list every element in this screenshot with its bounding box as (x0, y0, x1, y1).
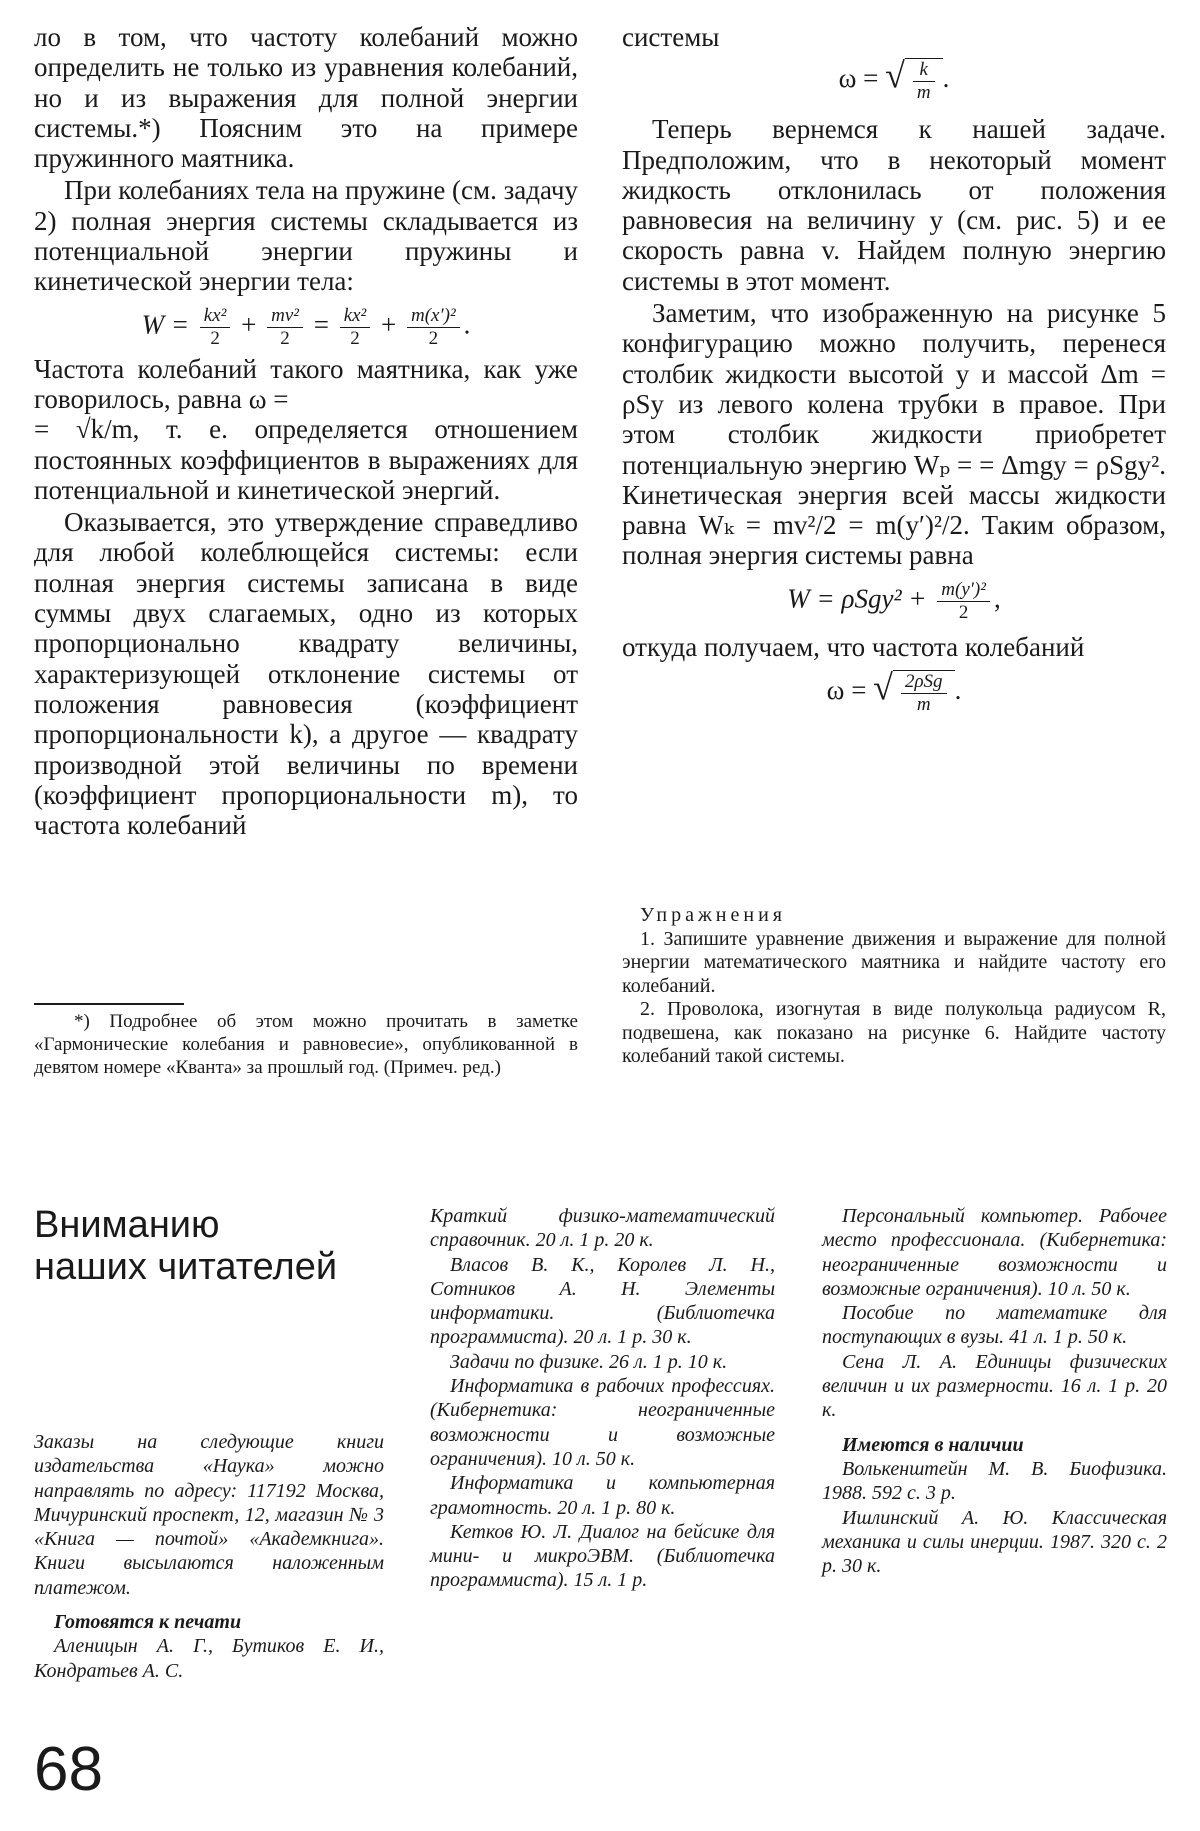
book-entry: Персональный компьютер. Рабочее место профессионала. (Кибернетика: неограниченные возможности и возможные ограничения). 10 л. 50 к. (822, 1205, 1167, 1300)
exercise-2: 2. Проволока, изогнутая в виде полукольца радиусом R, подвешена, как показано на рисунке 6. Найдите частоту колебаний такой системы. (622, 998, 1166, 1067)
book-entry: Ишлинский А. Ю. Классическая механика и силы инерции. 1987. 320 с. 2 р. 30 к. (822, 1506, 1167, 1578)
paragraph: ло в том, что частоту колебаний можно определить не только из уравнения колебаний, но и из выражения для полной энергии системы.*) Поясним это на примере пружинного маятника. (34, 22, 578, 174)
book-entry: Информатика в рабочих профессиях. (Кибернетика: неограниченные возможности и возможные ограничения). 10 л. 50 к. (430, 1375, 775, 1470)
paragraph: Оказывается, это утверждение справедливо для любой колеблющейся системы: если полная энергия системы записана в виде суммы двух слагаемых, одно из которых пропорционально квадрату величины, характеризующей отклонение системы от положения равновесия (коэффициент пропорциональности k), а другое — квадрату производной этой величины по времени (коэффициент пропорциональности m), то частота колебаний (34, 507, 578, 841)
paragraph: Заметим, что изображенную на рисунке 5 конфигурацию можно получить, перенеся столбик жидкости высотой y и массой Δm = ρSy из левого колена трубки в правое. При этом столбик жидкости приобретет потенциальную энергию Wₚ = = Δmgy = ρSgy². Кинетическая энергия всей массы жидкости равна Wₖ = mv²/2 = m(y′)²/2. Таким образом, полная энергия системы равна (622, 298, 1166, 571)
total-energy-formula: W = ρSgy² + $\frac{\text{m(y′)²}}{2}$ , (787, 578, 1001, 623)
book-entry: Сена Л. А. Единицы физических величин и их размерности. 16 л. 1 р. 20 к. (822, 1350, 1167, 1422)
page-number: 68 (34, 1735, 103, 1804)
paragraph: Теперь вернемся к нашей задаче. Предположим, что в некоторый момент жидкость отклонилась от положения равновесия на величину y (см. рис. 5) и ее скорость равна v. Найдем полную энергию системы в этот момент. (622, 114, 1166, 296)
footnote: *) Подробнее об этом можно прочитать в заметке «Гармонические колебания и равновесие», опубликованной в девятом номере «Кванта» за прошлый год. (Примеч. ред.) (34, 1011, 578, 1078)
book-list-column-2 (430, 1204, 775, 1593)
frequency-formula: ω = √ $\frac{\text{2ρSg}}{m}$ . (826, 667, 962, 716)
book-entry: Кетков Ю. Л. Диалог на бейсике для мини- и микроЭВМ. (Библиотечка программиста). 15 л. 1 р. (430, 1520, 775, 1592)
energy-formula: W = $\frac{\text{kx²}}{2}$ + $\frac{\text{mv²}}{2}$ = $\frac{\text{kx²}}{2}$ + $\frac{\text{m(x′)²}}{2}$ . (141, 304, 471, 349)
omega-formula: ω = √ $\frac{k}{m}$ . (838, 56, 950, 104)
prep-title: Готовятся к печати (54, 1611, 242, 1634)
book-entry: Аленицын А. Г., Бутиков Е. И., Кондратьев А. С. (34, 1635, 384, 1682)
book-entry: Задачи по физике. 26 л. 1 р. 10 к. (450, 1350, 728, 1373)
book-entry: Власов В. К., Королев Л. Н., Сотников А. Н. Элементы информатики. (Библиотечка программиста). 20 л. 1 р. 30 к. (430, 1253, 775, 1349)
available-title: Имеются в наличии (842, 1433, 1024, 1456)
notice-intro: Заказы на следующие книги издательства «Наука» можно направлять по адресу: 117192 Москва, Мичуринский проспект, 12, магазин № 3 «Книга — почтой» «Академкнига». Книги высылаются наложенным платежом. Готовятся к печати Аленицын А. Г., Бутиков Е. И., Кондратьев А. С. (34, 1431, 384, 1682)
book-entry: Пособие по математике для поступающих в вузы. 41 л. 1 р. 50 к. (822, 1302, 1167, 1349)
exercises-title: Упражнения (640, 904, 786, 926)
paragraph: При колебаниях тела на пружине (см. задачу 2) полная энергия системы складывается из потенциальной энергии пружины и кинетической энергии тела: (34, 175, 578, 297)
book-entry: Информатика и компьютерная грамотность. 20 л. 1 р. 80 к. (430, 1472, 775, 1519)
paragraph: = √k/m, т. е. определяется отношением постоянных коэффициентов в выражениях для потенциальной и кинетической энергий. (34, 414, 578, 505)
paragraph: Частота колебаний такого маятника, как уже говорилось, равна ω = (34, 353, 578, 414)
footnote-divider (34, 1003, 184, 1005)
right-column (622, 22, 1166, 722)
paragraph: откуда получаем, что частота колебаний (622, 631, 1085, 662)
exercise-1: 1. Запишите уравнение движения и выражение для полной энергии математического маятника и найдите частоту его колебаний. (622, 927, 1166, 997)
book-entry: Краткий физико-математический справочник. 20 л. 1 р. 20 к. (430, 1205, 775, 1252)
book-list-column-3 (822, 1204, 1167, 1578)
paragraph: системы (622, 22, 720, 52)
left-column (34, 22, 578, 840)
notice-heading: Вниманию наших читателей (34, 1204, 338, 1288)
book-entry: Волькенштейн М. В. Биофизика. 1988. 592 с. 3 р. (822, 1457, 1167, 1505)
exercises (622, 904, 1166, 1069)
